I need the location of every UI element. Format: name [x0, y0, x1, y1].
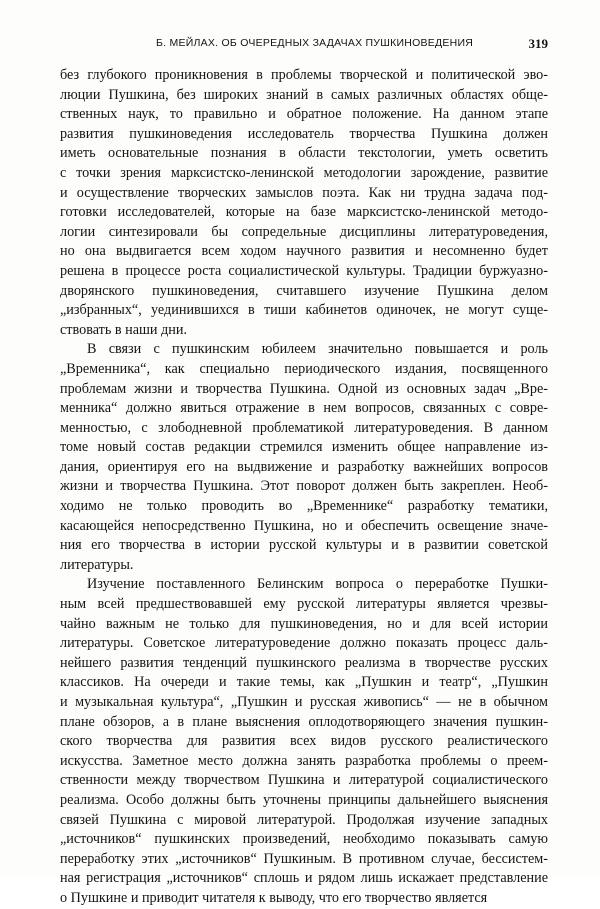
text-line: литературы. [60, 556, 134, 573]
text-line: ным всей предшествовавшей ему русской литературы является чрезвы- [60, 596, 548, 613]
text-line: без глубокого проникновения в проблемы творческой и политической эво- [60, 67, 548, 83]
running-title: Б. МЕЙЛАХ. ОБ ОЧЕРЕДНЫХ ЗАДАЧАХ ПУШКИНОВЕДЕНИЯ [156, 37, 474, 49]
text-line: реализма. Особо должны быть уточнены принципы дальнейшего выяснения [60, 791, 548, 808]
text-line: „избранных“, уединившихся в тиши кабинетов одиночек, не могут суще- [60, 302, 548, 319]
text-line: развития пушкиноведения исследователь творчества Пушкина должен [60, 125, 548, 142]
text-line: плане обзоров, а в плане выяснения оплодотворяющего значения пушкин- [60, 713, 548, 730]
text-line: ственных наук, то правильно и обратное положение. На данном этапе [60, 106, 548, 123]
text-line: и музыкальная культура“, „Пушкин и русская живопись“ — не в обычном [60, 694, 548, 710]
text-line: томе новый состав редакции стремился изменить общее направление из- [60, 439, 548, 456]
text-line: ского творчества для развития всех видов русского реалистического [60, 733, 548, 750]
text-line: В связи с пушкинским юбилеем значительно повышается и роль [87, 341, 548, 358]
text-line: дворянского пушкиноведения, считавшего изучение Пушкина делом [60, 282, 548, 299]
text-line: связей Пушкина с мировой литературой. Продолжая изучение западных [60, 811, 548, 828]
text-line: иметь основательные познания в области текстологии, уметь осветить [60, 145, 548, 162]
paragraph [60, 66, 548, 340]
text-line: дания, ориентируя его на выдвижение и разработку важнейших вопросов [60, 458, 548, 475]
text-line: ная регистрация „источников“ сплошь и рядом лишь искажает представление [60, 870, 548, 887]
running-header [60, 37, 548, 55]
text-line: люции Пушкина, без широких знаний в самых различных областях обще- [60, 86, 548, 103]
text-line: переработку этих „источников“ Пушкиным. В противном случае, бессистем- [60, 850, 548, 867]
text-line: ствовать в наши дни. [60, 321, 188, 338]
text-line: литературы. Советское литературоведение должно показать процесс даль- [60, 635, 548, 652]
text-line: ния его творчества в истории русской культуры и в развитии советской [60, 537, 548, 554]
text-line: ственности между творчеством Пушкина и литературой социалистического [60, 772, 548, 789]
body-text [60, 66, 548, 909]
text-line: и осуществление творческих замыслов поэта. Как ни трудна задача под- [60, 184, 548, 201]
text-line: логии синтезировали бы сопредельные дисциплины литературоведения, [60, 223, 548, 240]
text-line: с точки зрения марксистско-ленинской методологии зарождение, развитие [60, 164, 548, 181]
text-line: Изучение поставленного Белинским вопроса о переработке Пушки- [87, 576, 548, 593]
text-line: классиков. На очереди и такие темы, как „Пушкин и театр“, „Пушкин [60, 674, 548, 691]
text-line: менника“ должно явиться отражение в нем вопросов, связанных с совре- [60, 400, 548, 417]
text-line: ходимо не только проводить во „Временнике“ разработку тематики, [60, 498, 548, 515]
text-line: проблемам жизни и творчества Пушкина. Одной из основных задач „Вре- [60, 380, 548, 397]
text-line: искусства. Заметное место должна занять разработка проблемы о преем- [60, 752, 548, 769]
text-line: „Временника“, как специально периодического издания, посвященного [60, 360, 548, 377]
paragraph [60, 575, 548, 908]
paragraph [60, 340, 548, 575]
text-line: нейшего развития тенденций пушкинского реализма в творчестве русских [60, 654, 548, 671]
text-line: менностью, с злободневной проблематикой литературоведения. В данном [60, 419, 548, 436]
text-line: „источников“ пушкинских произведений, необходимо показывать самую [60, 831, 548, 848]
text-line: решена в процессе роста социалистической культуры. Традиции буржуазно- [60, 262, 548, 279]
text-line: касающейся непосредственно Пушкина, но и обеспечить освещение значе- [60, 517, 548, 534]
page-number: 319 [528, 36, 548, 51]
text-line: готовки исследователей, которые на базе марксистско-ленинской методо- [60, 204, 548, 221]
text-line: жизни и творчества Пушкина. Этот поворот должен быть закреплен. Необ- [60, 478, 548, 495]
text-line: чайно важным не только для пушкиноведения, но и для всей истории [60, 615, 548, 632]
text-line: но она выдвигается всем ходом научного развития и несомненно будет [60, 243, 548, 260]
text-line: о Пушкине и приводит читателя к выводу, что его творчество является [60, 889, 488, 906]
